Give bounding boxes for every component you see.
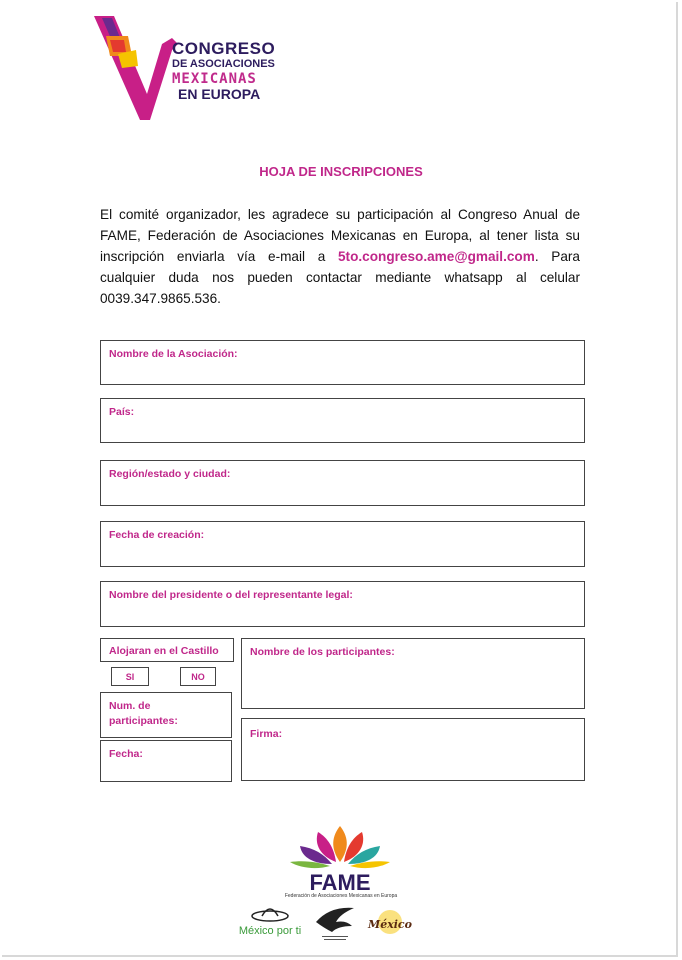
mexico-script-logo [368, 902, 412, 946]
intro-paragraph [100, 204, 580, 309]
num-participantes-label: Num. de participantes: [109, 700, 178, 727]
logo-line1: CONGRESO [172, 39, 276, 58]
firma-field[interactable] [241, 718, 585, 781]
page-title: HOJA DE INSCRIPCIONES [259, 164, 423, 179]
fecha-creacion-label: Fecha de creación: [109, 529, 205, 541]
fame-subtitle: Federación de Asociaciones Mexicanas en Europa [284, 893, 398, 899]
sponsor3-text: México [368, 918, 412, 931]
eagle-logo [310, 902, 360, 946]
region-field[interactable] [100, 460, 585, 506]
presidente-field[interactable] [100, 581, 585, 627]
fame-logo [280, 818, 400, 900]
si-checkbox[interactable]: SI [111, 667, 149, 686]
fame-wordmark: FAME [309, 870, 371, 895]
asociacion-field[interactable] [100, 340, 585, 385]
sponsor1-text: México por ti [238, 925, 302, 937]
fecha-creacion-field[interactable] [100, 521, 585, 567]
intro-text-1: El comité organizador, les agradece su participación al Congreso Anual de FAME, Federación de Asociaciones Mexicanas en Europa, al tener lista su inscripción enviarla vía e-mail a [100, 207, 580, 264]
asociacion-label: Nombre de la Asociación: [109, 348, 238, 360]
pais-field[interactable] [100, 398, 585, 443]
participantes-label: Nombre de los participantes: [250, 646, 395, 658]
participantes-field[interactable] [241, 638, 585, 709]
logo-line2: DE ASOCIACIONES [172, 58, 275, 70]
mexico-por-ti-logo [238, 902, 302, 946]
email-link[interactable]: 5to.congreso.ame@gmail.com [337, 249, 535, 264]
firma-label: Firma: [250, 728, 283, 740]
presidente-label: Nombre del presidente o del representante legal: [109, 589, 353, 601]
fecha-label: Fecha: [109, 748, 143, 760]
logo-line3: MEXICANAS [172, 71, 257, 87]
pais-label: País: [109, 406, 135, 418]
castillo-label: Alojaran en el Castillo [109, 645, 219, 657]
region-label: Región/estado y ciudad: [109, 468, 231, 480]
castillo-field [100, 638, 234, 662]
logo-text [172, 40, 275, 101]
num-participantes-field[interactable] [100, 692, 232, 738]
fecha-field[interactable] [100, 740, 232, 782]
logo-line4: EN EUROPA [178, 86, 261, 102]
no-checkbox[interactable]: NO [180, 667, 216, 686]
intro-text-2: . Para cualquier duda nos pueden contactar mediante whatsapp al celular 0039.347.9865.536. [100, 249, 580, 306]
